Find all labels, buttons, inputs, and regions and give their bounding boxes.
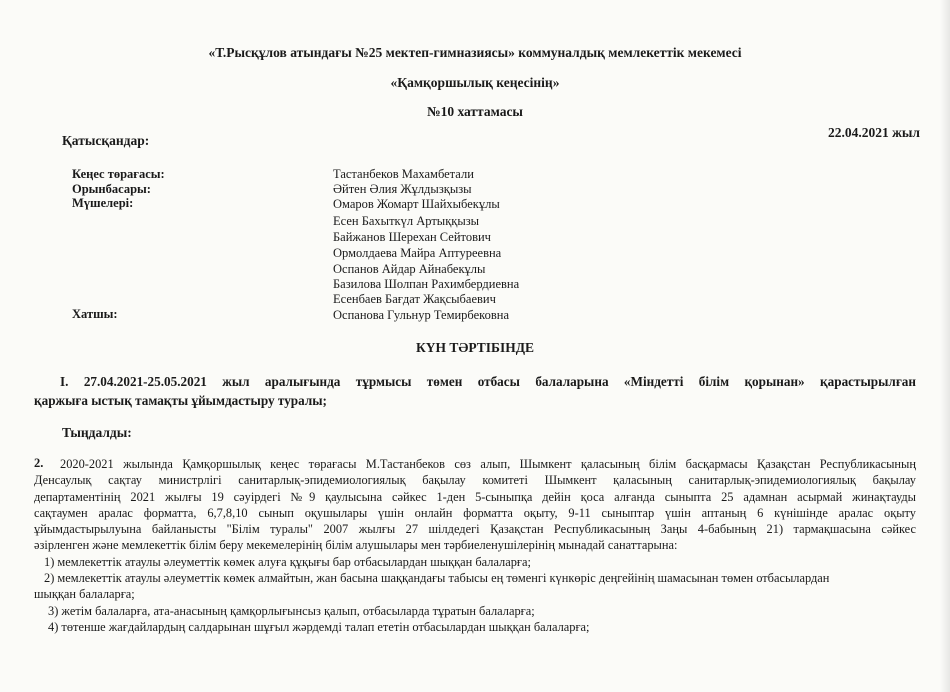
agenda-item-line: қаржыға ыстық тамақты ұйымдастыру туралы; [34,393,327,408]
member-name: Базилова Шолпан Рахимбердиевна [333,277,520,291]
scan-edge-shadow [940,0,950,692]
member-name: Омаров Жомарт Шайхыбекұлы [333,197,500,211]
protocol-title: №10 хаттамасы [427,104,523,119]
paragraph-line: 2020-2021 жылында Қамқоршылық кеңес төрағасы М.Тастанбеков сөз алып, Шымкент қаласының білім басқармасы Қазақстан Республикасының [60,457,916,471]
deputy-label: Орынбасары: [72,182,151,196]
paragraph-line: сақтаумен аралас форматта, 6,7,8,10 сынып оқушылары үшін онлайн форматта оқыту, 9-11 сыныптар үшін аптаның 6 күнішінде аралас оқыту [34,505,916,520]
secretary-name: Оспанова Гульнур Темирбековна [333,308,509,322]
chair-name: Тастанбеков Махамбетали [333,167,474,181]
secretary-label: Хатшы: [72,307,118,321]
paragraph-line: департаментінің 2021 жылғы 19 сәуірдегі №9 қаулысына сәйкес 1-ден 5-сыныпқа дейін қоса алғанда сыныпта 25 адамнан асырмай жинақтауды [34,489,916,504]
agenda-item-1 [34,372,916,410]
member-name: Оспанов Айдар Айнабекұлы [333,262,486,276]
member-name: Есенбаев Бағдат Жақсыбаевич [333,292,496,306]
deputy-name: Әйтен Әлия Жұлдызқызы [333,182,472,196]
heard-label: Тыңдалды: [62,425,132,440]
member-name: Байжанов Шерехан Сейтович [333,230,491,244]
list-item: 2) мемлекеттік атаулы әлеуметтік көмек алмайтын, жан басына шаққандағы табысы ең төменгі күнкөріс деңгейінің шамасынан төмен отбасылардан [44,571,830,586]
paragraph-line: Денсаулық сақтау министрлігі санитарлық-эпидемиологиялық бақылау комитеті Шымкент қаласының санитарлық-эпидемиологиялық бақылау [34,473,916,488]
section-number: 2. [34,456,44,470]
members-label: Мүшелері: [72,196,134,210]
member-name: Ормолдаева Майра Аптуреевна [333,246,502,260]
list-item: 1) мемлекеттік атаулы әлеуметтік көмек алуға құқығы бар отбасылардан шыққан балаларға; [44,554,531,569]
agenda-heading: КҮН ТӘРТІБІНДЕ [415,340,535,355]
chair-label: Кеңес төрағасы: [72,167,165,181]
list-item-continuation: шыққан балаларға; [34,587,135,602]
section-2-body [34,456,916,635]
list-item: 4) төтенше жағдайлардың салдарынан шұғыл жәрдемді талап ететін отбасылардан шыққан балаларға; [48,619,590,634]
council-title: «Қамқоршылық кеңесінің» [390,75,560,90]
participants-heading: Қатысқандар: [62,133,150,148]
paragraph-line: әзірленген және мемлекеттік білім беру мекемелерінің білім алушылары мен тәрбиеленушілерінің мынадай санаттарына: [34,538,678,553]
protocol-date: 22.04.2021 жыл [827,125,920,140]
agenda-item-line: I. 27.04.2021-25.05.2021 жыл аралығында тұрмысы төмен отбасы балаларына «Міндетті білім қорынан» қарастырылған [60,374,916,389]
paragraph-line: ұйымдастырылуына байланысты "Білім туралы" 2007 жылғы 27 шілдедегі Қазақстан Республикасының Заңы 4-бабының 21) тармақшасына сәйкес [34,522,916,537]
organization-title: «Т.Рысқұлов атындағы №25 мектеп-гимназиясы» коммуналдық мемлекеттік мекемесі [208,45,742,60]
member-name: Есен Бахыткүл Артыққызы [333,214,480,228]
list-item: 3) жетім балаларға, ата-анасының қамқорлығынсыз қалып, отбасыларда тұратын балаларға; [48,603,535,618]
